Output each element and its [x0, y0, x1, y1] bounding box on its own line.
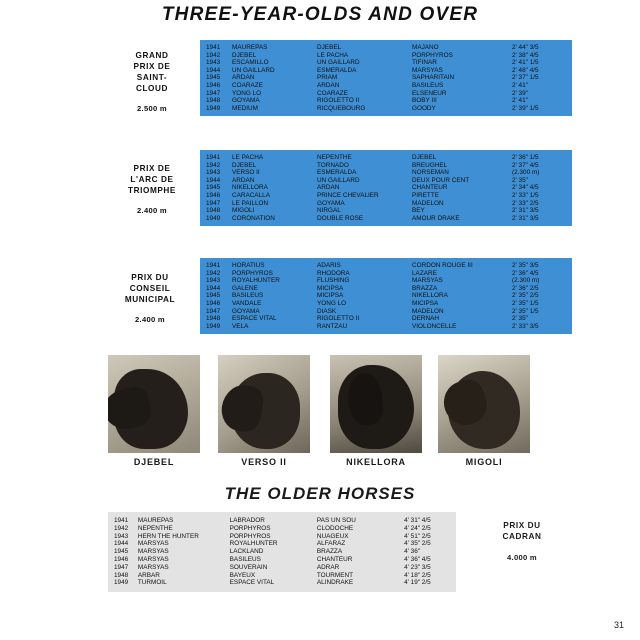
cell-first: ESCAMILLO [232, 59, 269, 67]
cell-year: 1941 [206, 44, 221, 51]
table-row [114, 564, 450, 572]
cell-third: MADELON [412, 199, 444, 207]
cell-third: LAZARE [412, 269, 437, 277]
cell-first: ARDAN [232, 74, 255, 82]
cell-first: ESPACE VITAL [232, 315, 277, 323]
table-row [114, 517, 450, 525]
cell-time: 2' 35" 1/5 [512, 307, 539, 315]
cell-second: NIRGAL [317, 207, 341, 215]
table-row [206, 323, 566, 331]
photo-caption: NIKELLORA [346, 457, 406, 467]
cell-year: 1944 [114, 540, 129, 548]
table-row [114, 579, 450, 587]
cell-second: LE PACHA [317, 51, 349, 59]
cell-first: MEDIUM [232, 104, 258, 112]
table-row [206, 207, 566, 215]
cell-first: MARSYAS [137, 540, 169, 548]
cell-time: 4' 31" 4/5 [404, 517, 431, 524]
photo-caption: MIGOLI [465, 457, 503, 467]
cell-third: MAJANO [412, 44, 439, 51]
cell-year: 1941 [206, 262, 221, 269]
cell-year: 1947 [206, 307, 221, 315]
cell-first: GOYAMA [232, 97, 260, 105]
cell-third: ALFARAZ [316, 540, 346, 548]
table-row [206, 285, 566, 293]
cell-third: BOBY III [412, 97, 437, 105]
section-label-prix-de-larc-de-triomphe [106, 163, 198, 216]
cell-third: BASILEUS [412, 81, 444, 89]
cell-second: ARDAN [317, 81, 340, 89]
photo-caption: DJEBEL [133, 457, 175, 467]
label-line: CONSEIL [129, 284, 171, 293]
cell-time: 2' 41" 1/5 [512, 59, 539, 67]
cell-time: 4' 51" 2/5 [404, 532, 431, 540]
table-row [114, 533, 450, 541]
table-prix-du-conseil-municipal [200, 258, 572, 334]
cell-time: 2' 31" 3/5 [512, 214, 539, 222]
cell-second: RIGOLETTO II [317, 315, 360, 323]
cell-time: (2.300 m) [512, 169, 540, 177]
cell-third: ALINDRAKE [316, 579, 354, 587]
cell-first: VERSO II [232, 169, 260, 177]
cell-second: GOYAMA [317, 199, 345, 207]
cell-first: BASILEUS [232, 292, 264, 300]
cell-second: RHODORA [317, 269, 350, 277]
cell-third: MADELON [412, 307, 444, 315]
table-row [206, 154, 566, 162]
table-row [206, 52, 566, 60]
cell-time: 2' 33" 3/5 [512, 322, 539, 330]
label-line: TRIOMPHE [127, 186, 176, 195]
table-row [114, 540, 450, 548]
section-label-prix-du-conseil-municipal [102, 272, 198, 325]
label-line: PRIX DU [503, 521, 541, 530]
cell-first: TURMOIL [137, 579, 167, 587]
table-row [206, 277, 566, 285]
cell-third: BEY [412, 207, 425, 215]
cell-second: COARAZE [317, 89, 348, 97]
cell-third: TIFINAR [412, 59, 437, 67]
cell-third: MARSYAS [412, 277, 443, 285]
cell-year: 1943 [114, 532, 129, 540]
cell-time: 4' 23" 3/5 [404, 563, 431, 571]
table-prix-de-larc-de-triomphe [200, 150, 572, 226]
cell-year: 1944 [206, 66, 221, 74]
cell-third: MICIPSA [412, 299, 439, 307]
cell-year: 1947 [206, 199, 221, 207]
cell-third: CORDON ROUGE III [412, 262, 473, 269]
cell-first: DJEBEL [232, 51, 257, 59]
cell-third: VIOLONCELLE [412, 322, 457, 330]
cell-first: DJEBEL [232, 161, 257, 169]
cell-year: 1948 [206, 97, 221, 105]
cell-time: 2' 33" 2/5 [512, 199, 539, 207]
photo-nikellora [330, 355, 422, 453]
cell-year: 1949 [206, 104, 221, 112]
cell-third: DEUX POUR CENT [412, 176, 470, 184]
cell-first: ROYALHUNTER [232, 277, 280, 285]
cell-first: CORONATION [232, 214, 275, 222]
section-distance: 4.000 m [507, 553, 537, 562]
label-line: GRAND [135, 51, 169, 60]
cell-time: 2' 35" [512, 315, 528, 323]
cell-first: ARBAR [137, 571, 160, 579]
cell-time: 2' 35" [512, 176, 528, 184]
cell-third: DJEBEL [412, 154, 437, 161]
table-row [114, 548, 450, 556]
cell-time: 4' 35" 2/5 [404, 540, 431, 548]
cell-time: (2.300 m) [512, 277, 540, 285]
section-title-older-horses: THE OLDER HORSES [224, 484, 416, 503]
cell-year: 1945 [206, 184, 221, 192]
label-line: SAINT- [136, 73, 168, 82]
label-line: PRIX DE [133, 62, 171, 71]
section-label-prix-du-cadran [462, 520, 582, 563]
table-row [206, 105, 566, 113]
cell-first: UN GAILLARD [232, 66, 275, 74]
cell-year: 1941 [206, 154, 221, 161]
cell-year: 1947 [114, 563, 129, 571]
cell-first: GALENE [232, 284, 258, 292]
cell-second: DIASK [317, 307, 337, 315]
cell-time: 2' 36" 1/5 [512, 154, 539, 161]
cell-second: DOUBLE ROSE [317, 214, 364, 222]
cell-time: 2' 37" 1/5 [512, 74, 539, 82]
cell-first: NEPENTHE [137, 524, 173, 532]
label-line: PRIX DE [133, 164, 171, 173]
cell-second: ARDAN [317, 184, 340, 192]
cell-time: 4' 36" [404, 548, 421, 556]
cell-second: LACKLAND [229, 548, 264, 556]
cell-first: MARSYAS [137, 548, 169, 556]
cell-time: 2' 36" 4/5 [512, 269, 539, 277]
cell-third: CHANTEUR [412, 184, 448, 192]
table-row [206, 262, 566, 270]
cell-year: 1946 [206, 191, 221, 199]
cell-first: MARSYAS [137, 563, 169, 571]
cell-third: DERNAH [412, 315, 439, 323]
cell-third: CLODOCHE [316, 524, 354, 532]
table-row [206, 292, 566, 300]
cell-time: 2' 33" 1/5 [512, 191, 539, 199]
cell-third: PAS UN SOU [316, 517, 356, 524]
cell-first: HORATIUS [232, 262, 265, 269]
cell-third: NORSEMAN [412, 169, 449, 177]
cell-year: 1945 [206, 74, 221, 82]
cell-year: 1946 [206, 81, 221, 89]
cell-second: LABRADOR [229, 517, 265, 524]
cell-year: 1943 [206, 169, 221, 177]
cell-year: 1948 [206, 315, 221, 323]
cell-year: 1943 [206, 59, 221, 67]
cell-first: HERN THE HUNTER [137, 532, 199, 540]
label-line: PRIX DU [131, 273, 169, 282]
cell-second: TORNADO [317, 161, 349, 169]
cell-second: PORPHYROS [229, 524, 271, 532]
cell-year: 1944 [206, 284, 221, 292]
cell-time: 2' 35" 3/5 [512, 262, 539, 269]
cell-first: COARAZE [232, 81, 263, 89]
label-line: CADRAN [502, 532, 542, 541]
table-row [206, 90, 566, 98]
cell-year: 1943 [206, 277, 221, 285]
cell-year: 1942 [206, 161, 221, 169]
cell-time: 2' 39" 1/5 [512, 104, 539, 112]
cell-time: 2' 37" 4/5 [512, 161, 539, 169]
cell-third: TOURMENT [316, 571, 353, 579]
cell-second: PRIAM [317, 74, 338, 82]
table-grand-prix-de-saint-cloud [200, 40, 572, 116]
cell-year: 1942 [206, 269, 221, 277]
cell-first: VANDALE [232, 299, 262, 307]
table-row [206, 74, 566, 82]
table-row [206, 308, 566, 316]
cell-year: 1947 [206, 89, 221, 97]
cell-first: LE PAILLON [232, 199, 269, 207]
section-distance: 2.500 m [137, 104, 167, 113]
cell-year: 1945 [114, 548, 129, 556]
cell-first: MAUREPAS [137, 517, 174, 524]
cell-second: SOUVERAIN [229, 563, 268, 571]
label-line: MUNICIPAL [124, 295, 176, 304]
cell-year: 1942 [114, 524, 129, 532]
table-row [206, 184, 566, 192]
cell-time: 2' 48" 4/5 [512, 66, 539, 74]
table-row [206, 169, 566, 177]
table-row [206, 315, 566, 323]
table-row [206, 215, 566, 223]
cell-second: ESMERALDA [317, 169, 357, 177]
table-row [206, 192, 566, 200]
cell-first: NIKELLORA [232, 184, 268, 192]
cell-first: YONG LO [232, 89, 262, 97]
cell-year: 1946 [206, 299, 221, 307]
cell-time: 2' 36" 2/5 [512, 284, 539, 292]
cell-second: PORPHYROS [229, 532, 271, 540]
table-row [114, 525, 450, 533]
cell-second: BASILEUS [229, 555, 261, 563]
photo-verso-ii [218, 355, 310, 453]
cell-third: ADRAR [316, 563, 340, 571]
cell-time: 2' 35" 1/5 [512, 299, 539, 307]
section-label-grand-prix-de-saint-cloud [108, 50, 196, 114]
cell-second: FLUSHING [317, 277, 350, 285]
table-row [206, 300, 566, 308]
cell-time: 2' 44" 3/5 [512, 44, 539, 51]
cell-first: LE PACHA [232, 154, 264, 161]
cell-second: RICQUEBOURG [317, 104, 366, 112]
cell-year: 1945 [206, 292, 221, 300]
photo-migoli [438, 355, 530, 453]
cell-third: BRAZZA [412, 284, 438, 292]
cell-second: UN GAILLARD [317, 59, 360, 67]
cell-second: DJEBEL [317, 44, 342, 51]
cell-second: RIGOLETTO II [317, 97, 360, 105]
cell-second: NEPENTHE [317, 154, 352, 161]
cell-third: MARSYAS [412, 66, 443, 74]
table-row [114, 556, 450, 564]
cell-time: 4' 24" 2/5 [404, 524, 431, 532]
cell-third: BREUGHEL [412, 161, 448, 169]
cell-time: 2' 41" [512, 97, 528, 105]
cell-third: PORPHYROS [412, 51, 453, 59]
table-row [206, 97, 566, 105]
cell-time: 2' 34" 4/5 [512, 184, 539, 192]
section-distance: 2.400 m [137, 206, 167, 215]
cell-time: 2' 41" [512, 81, 528, 89]
cell-year: 1941 [114, 517, 129, 524]
cell-second: RANTZAU [317, 322, 348, 330]
cell-year: 1946 [114, 555, 129, 563]
cell-second: ESPACE VITAL [229, 579, 275, 587]
table-row [206, 44, 566, 52]
cell-time: 2' 38" 4/5 [512, 51, 539, 59]
cell-second: MICIPSA [317, 292, 344, 300]
page-number: 31 [613, 620, 624, 630]
table-row [114, 572, 450, 580]
cell-year: 1949 [206, 214, 221, 222]
cell-second: MICIPSA [317, 284, 344, 292]
cell-third: PIRETTE [412, 191, 439, 199]
cell-year: 1948 [206, 207, 221, 215]
cell-time: 2' 31" 3/5 [512, 207, 539, 215]
cell-first: VELA [232, 322, 249, 330]
cell-year: 1942 [206, 51, 221, 59]
cell-third: SAPHARITAIN [412, 74, 455, 82]
page-title: THREE-YEAR-OLDS AND OVER [161, 4, 479, 25]
cell-second: YONG LO [317, 299, 347, 307]
cell-first: GOYAMA [232, 307, 260, 315]
table-row [206, 162, 566, 170]
cell-third: BRAZZA [316, 548, 343, 556]
photo-strip [108, 355, 528, 475]
cell-third: AMOUR DRAKE [412, 214, 460, 222]
cell-year: 1944 [206, 176, 221, 184]
cell-time: 4' 36" 4/5 [404, 555, 431, 563]
cell-first: MAUREPAS [232, 44, 268, 51]
cell-third: NIKELLORA [412, 292, 448, 300]
table-row [206, 270, 566, 278]
photo-caption: VERSO II [241, 457, 287, 467]
cell-second: BAYEUX [229, 571, 256, 579]
cell-time: 2' 35" 2/5 [512, 292, 539, 300]
cell-time: 4' 19" 2/5 [404, 579, 431, 587]
table-row [206, 59, 566, 67]
cell-second: ROYALHUNTER [229, 540, 278, 548]
table-row [206, 67, 566, 75]
cell-year: 1948 [114, 571, 129, 579]
photo-djebel [108, 355, 200, 453]
table-row [206, 200, 566, 208]
cell-third: NUAGEUX [316, 532, 349, 540]
cell-year: 1949 [206, 322, 221, 330]
cell-second: ADARIS [317, 262, 341, 269]
table-row [206, 82, 566, 90]
cell-time: 4' 18" 2/5 [404, 571, 431, 579]
cell-third: GOODY [412, 104, 436, 112]
cell-time: 2' 39" [512, 89, 528, 97]
cell-first: ARDAN [232, 176, 255, 184]
section-distance: 2.400 m [135, 315, 165, 324]
cell-first: CARACALLA [232, 191, 271, 199]
table-row [206, 177, 566, 185]
cell-first: MARSYAS [137, 555, 169, 563]
cell-first: PORPHYROS [232, 269, 273, 277]
cell-second: UN GAILLARD [317, 176, 360, 184]
label-line: L'ARC DE [130, 175, 174, 184]
cell-second: ESMERALDA [317, 66, 357, 74]
cell-first: MIGOLI [232, 207, 255, 215]
label-line: CLOUD [135, 84, 169, 93]
cell-third: ELSENEUR [412, 89, 447, 97]
cell-second: PRINCE CHEVALIER [317, 191, 379, 199]
cell-year: 1949 [114, 579, 129, 587]
table-prix-du-cadran [108, 512, 456, 592]
cell-third: CHANTEUR [316, 555, 353, 563]
